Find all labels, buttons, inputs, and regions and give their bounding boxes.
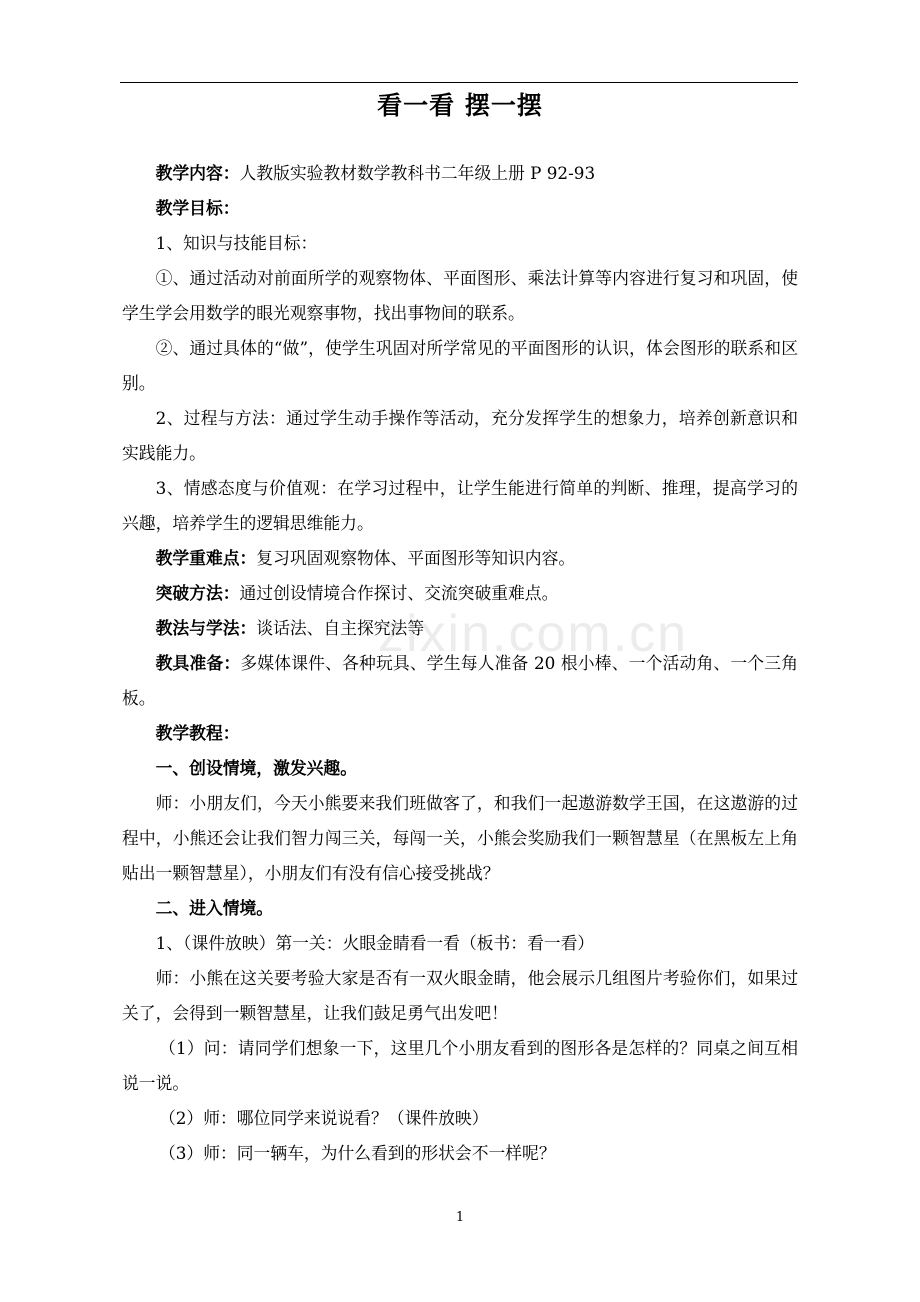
section2-text: 师：小熊在这关要考验大家是否有一双火眼金睛，他会展示几组图片考验你们，如果过关了，会得到一颗智慧星，让我们鼓足勇气出发吧！ (122, 968, 798, 1023)
method-label: 突破方法： (155, 583, 240, 603)
section2-heading-text: 二、进入情境。 (155, 898, 274, 918)
approach-label: 教法与学法： (155, 618, 257, 638)
question-3: （3）师：同一辆车，为什么看到的形状会不一样呢？ (158, 1143, 556, 1163)
section2-step1: 1、（课件放映）第一关：火眼金睛看一看（板书：看一看） (155, 933, 595, 953)
key-points-text: 复习巩固观察物体、平面图形等知识内容。 (256, 548, 576, 568)
section2-heading (122, 891, 798, 926)
goals-heading (122, 191, 798, 226)
goal1-heading: 1、知识与技能目标： (155, 233, 318, 253)
goal1-b: ②、通过具体的“做”，使学生巩固对所学常见的平面图形的认识，体会图形的联系和区别。 (122, 338, 798, 393)
process-heading (122, 716, 798, 751)
section1-heading-text: 一、创设情境，激发兴趣。 (155, 758, 357, 778)
key-points-line (122, 541, 798, 576)
goal1-a: ①、通过活动对前面所学的观察物体、平面图形、乘法计算等内容进行复习和巩固，使学生学会用数学的眼光观察事物，找出事物间的联系。 (122, 268, 798, 323)
watermark: zixin.com.cn (378, 605, 689, 663)
page-number: 1 (455, 1210, 465, 1225)
approach-text: 谈话法、自主探究法等 (256, 618, 425, 638)
section1-text: 师：小朋友们，今天小熊要来我们班做客了，和我们一起遨游数学王国，在这遨游的过程中，小熊还会让我们智力闯三关，每闯一关，小熊会奖励我们一颗智慧星（在黑板左上角贴出一颗智慧星），小朋友们有没有信心接受挑战？ (122, 793, 798, 883)
goal3: 3、情感态度与价值观：在学习过程中，让学生能进行简单的判断、推理，提高学习的兴趣，培养学生的逻辑思维能力。 (122, 478, 798, 533)
goals-heading-text: 教学目标： (155, 198, 240, 218)
method-text: 通过创设情境合作探讨、交流突破重难点。 (239, 583, 559, 603)
content-line (122, 156, 798, 191)
content-label: 教学内容： (155, 163, 240, 183)
header-rule (120, 82, 798, 83)
page-title: 看一看 摆一摆 (377, 91, 543, 120)
goal2: 2、过程与方法：通过学生动手操作等活动，充分发挥学生的想象力，培养创新意识和实践能力。 (122, 408, 798, 463)
question-1: （1）问：请同学们想象一下，这里几个小朋友看到的图形各是怎样的？同桌之间互相说一说。 (122, 1038, 798, 1093)
content-text: 人教版实验教材数学教科书二年级上册 P 92-93 (239, 163, 596, 183)
materials-text: 多媒体课件、各种玩具、学生每人准备 20 根小棒、一个活动角、一个三角板。 (122, 653, 798, 708)
question-2: （2）师：哪位同学来说说看？（课件放映） (158, 1108, 489, 1128)
key-points-label: 教学重难点： (155, 548, 257, 568)
materials-label: 教具准备： (155, 653, 241, 673)
process-heading-text: 教学教程： (155, 723, 240, 743)
section1-heading (122, 751, 798, 786)
